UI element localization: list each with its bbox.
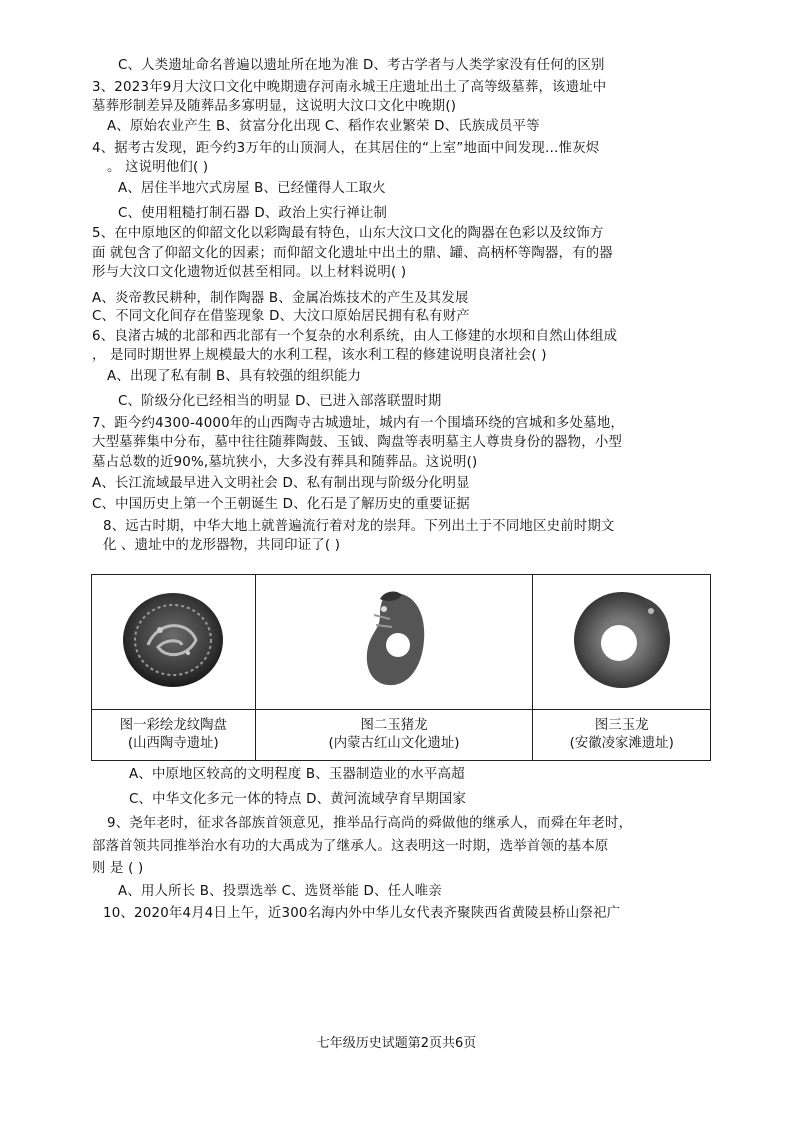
question-4-option-cd: C、使用粗糙打制石器 D、政治上实行禅让制	[118, 206, 388, 221]
figure-3-cell	[533, 575, 711, 710]
question-8-option-ab: A、中原地区较高的文明程度 B、玉器制造业的水平高超	[129, 767, 465, 782]
question-7-stem: 大型墓葬集中分布，墓中往往随葬陶鼓、玉钺、陶盘等表明墓主人尊贵身份的器物，小型	[92, 435, 623, 450]
figure-3-caption	[533, 710, 711, 761]
question-5-stem: 形与大汶口文化遗物近似甚至相同。以上材料说明( )	[92, 265, 407, 280]
question-5-stem: 面 就包含了仰韶文化的因素；而仰韶文化遗址中出土的鼎、罐、高柄杯等陶器，有的器	[92, 246, 613, 261]
question-6-option-cd: C、阶级分化已经相当的明显 D、已进入部落联盟时期	[118, 394, 442, 409]
question-5-option-ab: A、炎帝教民耕种，制作陶器 B、金属冶炼技术的产生及其发展	[92, 291, 469, 306]
question-3-options: A、原始农业产生 B、贫富分化出现 C、稻作农业繁荣 D、氏族成员平等	[107, 119, 540, 134]
figure-2-cell	[255, 575, 533, 710]
question-6-stem: 6、良渚古城的北部和西北部有一个复杂的水利系统，由人工修建的水坝和自然山体组成	[92, 329, 618, 344]
option-line: C、人类遗址命名普遍以遗址所在地为准 D、考古学者与人类学家没有任何的区别	[118, 58, 605, 73]
question-4-stem: 4、据考古发现，距今约3万年的山顶洞人，在其居住的“上室”地面中间发现…惟灰烬	[92, 141, 600, 156]
painted-dragon-plate-image	[118, 585, 228, 695]
figure-1-title: 图一彩绘龙纹陶盘	[119, 718, 227, 733]
question-6-option-ab: A、出现了私有制 B、具有较强的组织能力	[107, 369, 362, 384]
question-10-stem: 10、2020年4月4日上午，近300名海内外中华儿女代表齐聚陕西省黄陵县桥山祭祀广	[103, 906, 621, 921]
question-5-option-cd: C、不同文化间存在借鉴现象 D、大汶口原始居民拥有私有财产	[92, 309, 470, 324]
question-4-option-ab: A、居住半地穴式房屋 B、已经懂得人工取火	[118, 181, 386, 196]
question-7-stem: 7、距今约4300-4000年的山西陶寺古城遗址，城内有一个围墙环绕的宫城和多处墓地，	[92, 416, 624, 431]
question-8-stem: 化 、遗址中的龙形器物，共同印证了( )	[103, 538, 341, 553]
question-8-option-cd: C、中华文化多元一体的特点 D、黄河流域孕育早期国家	[129, 792, 467, 807]
jade-pig-dragon-image	[354, 585, 434, 695]
question-7-option-cd: C、中国历史上第一个王朝诞生 D、化石是了解历史的重要证据	[92, 497, 470, 512]
figure-2-caption	[255, 710, 533, 761]
question-9-stem: 则 是 ( )	[92, 861, 144, 876]
question-7-option-ad: A、长江流域最早进入文明社会 D、私有制出现与阶级分化明显	[92, 476, 470, 491]
question-9-stem: 部落首领共同推举治水有功的大禹成为了继承人。这表明这一时期，选举首领的基本原	[92, 839, 609, 854]
figure-3-title: 图三玉龙	[594, 718, 649, 733]
figure-3-site: (安徽凌家滩遗址)	[569, 736, 674, 751]
figure-1-caption	[92, 710, 256, 761]
question-4-stem: 。 这说明他们( )	[107, 160, 209, 175]
figure-2-site: (内蒙古红山文化遗址)	[328, 736, 460, 751]
question-3-stem: 3、2023年9月大汶口文化中晚期遗存河南永城王庄遗址出土了高等级墓葬，该遗址中	[92, 80, 607, 95]
figure-2-title: 图二玉猪龙	[360, 718, 428, 733]
question-5-stem: 5、在中原地区的仰韶文化以彩陶最有特色，山东大汶口文化的陶器在色彩以及纹饰方	[92, 226, 604, 241]
figure-1-cell	[92, 575, 256, 710]
figure-table	[91, 574, 711, 761]
figure-1-site: (山西陶寺遗址)	[127, 736, 219, 751]
question-3-stem: 墓葬形制差异及随葬品多寡明显，这说明大汶口文化中晚期()	[92, 99, 457, 114]
page-footer: 七年级历史试题第2页共6页	[316, 1036, 477, 1051]
jade-dragon-ring-image	[567, 585, 677, 695]
question-9-options: A、用人所长 B、投票选举 C、选贤举能 D、任人唯亲	[118, 884, 442, 899]
question-9-stem: 9、尧年老时，征求各部族首领意见，推举品行高尚的舜做他的继承人，而舜在年老时，	[107, 816, 633, 831]
question-6-stem: ， 是同时期世界上规模最大的水利工程，该水利工程的修建说明良渚社会( )	[92, 348, 547, 363]
question-7-stem: 墓占总数的近90%,墓坑狭小，大多没有葬具和随葬品。这说明()	[92, 455, 478, 470]
question-8-stem: 8、远古时期，中华大地上就普遍流行着对龙的崇拜。下列出土于不同地区史前时期文	[103, 519, 615, 534]
